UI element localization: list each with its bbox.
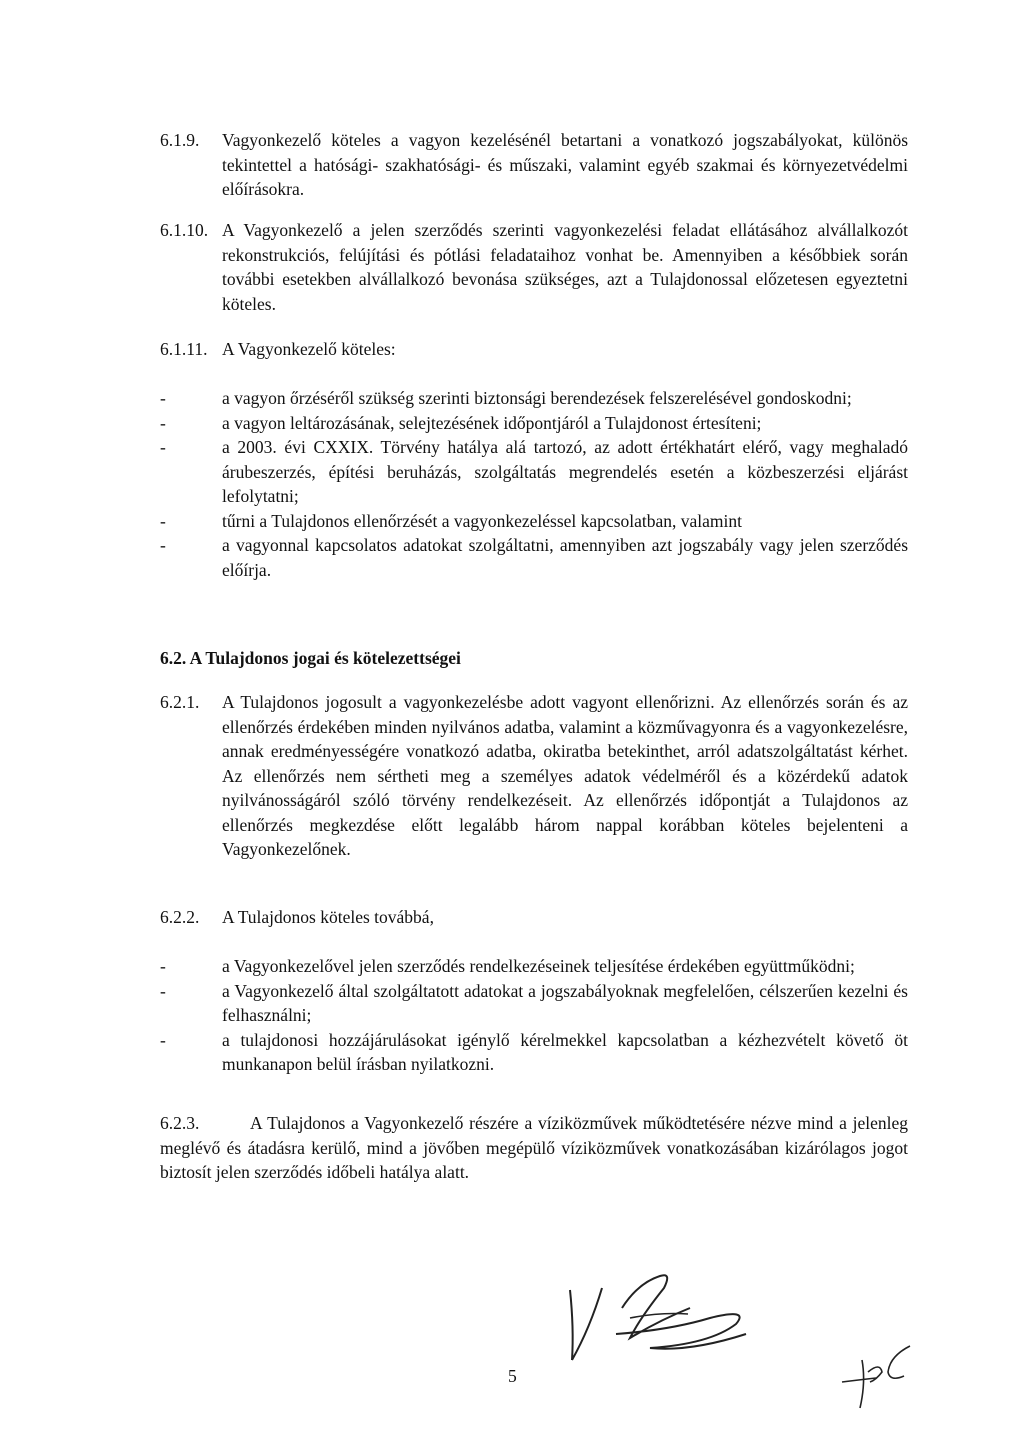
list-item-text: a vagyonnal kapcsolatos adatokat szolgáltatni, amennyiben azt jogszabály vagy jelen szerződés előírja. (222, 535, 908, 580)
list-item (160, 411, 908, 436)
list-item (160, 435, 908, 509)
section-text: A Tulajdonos köteles továbbá, (222, 907, 434, 927)
list-item-text: tűrni a Tulajdonos ellenőrzését a vagyonkezeléssel kapcsolatban, valamint (222, 510, 742, 531)
list-6-2-2 (160, 954, 908, 1077)
list-item (160, 386, 908, 411)
section-number: 6.1.9. (160, 130, 200, 150)
section-number: 6.1.11. (160, 339, 208, 359)
list-item-text: a vagyon leltározásának, selejtezésének időpontjáról a Tulajdonost értesíteni; (222, 412, 762, 433)
list-marker: - (160, 956, 166, 976)
list-item (160, 954, 908, 979)
section-text: A Tulajdonos jogosult a vagyonkezelésbe adott vagyont ellenőrizni. Az ellenőrzés során és az ellenőrzés érdekében minden nyilvános adatba, valamint a közművagyonra és a vagyonkezelésre, annak eredményességére vonatkozó adatba, okiratba betekinthet, arról adatszolgáltatást kérhet. Az ellenőrzés nem sértheti meg a személyes adatok védelméről és a közérdekű adatok nyilvánosságáról szóló törvény rendelkezéseit. Az ellenőrzés időpontját a Tulajdonos az ellenőrzés megkezdése előtt legalább három nappal korábban köteles bejelenteni a Vagyonkezelőnek. (222, 692, 908, 859)
list-item-text: a Vagyonkezelő által szolgáltatott adatokat a jogszabályoknak megfelelően, célszerűen kezelni és felhasználni; (222, 980, 908, 1025)
list-marker: - (160, 980, 166, 1001)
section-heading-6-2 (160, 646, 461, 671)
page-number: 5 (508, 1366, 517, 1386)
section-6-1-9 (160, 128, 908, 202)
list-marker: - (160, 412, 166, 433)
list-item (160, 533, 908, 582)
list-6-1-11 (160, 386, 908, 582)
heading-title: A Tulajdonos jogai és kötelezettségei (189, 648, 461, 668)
list-marker: - (160, 510, 166, 531)
section-6-2-3 (160, 1111, 908, 1185)
list-marker: - (160, 388, 166, 408)
list-marker: - (160, 535, 166, 555)
section-number: 6.2.1. (160, 692, 200, 712)
section-text: A Vagyonkezelő a jelen szerződés szerinti vagyonkezelési feladat ellátásához alvállalkozót rekonstrukciós, felújítási és pótlási feladataihoz vonhat be. Amennyiben a későbbiek során további esetekben alvállalkozó bevonása szükséges, azt a Tulajdonossal előzetesen egyeztetni köteles. (222, 220, 908, 314)
initials-icon (836, 1342, 916, 1412)
list-item-text: a 2003. évi CXXIX. Törvény hatálya alá tartozó, az adott értékhatárt elérő, vagy meghaladó árubeszerzés, építési beruházás, szolgáltatás megrendelés esetén a közbeszerzési eljárást lefolytatni; (222, 437, 908, 506)
list-item (160, 509, 908, 534)
list-item (160, 979, 908, 1028)
heading-number: 6.2. (160, 648, 187, 668)
list-marker: - (160, 437, 166, 457)
list-item-text: a vagyon őrzéséről szükség szerinti biztonsági berendezések felszerelésével gondoskodni; (222, 388, 852, 408)
section-text: Vagyonkezelő köteles a vagyon kezelésénél betartani a vonatkozó jogszabályokat, különös tekintettel a hatósági- szakhatósági- és műszaki, valamint egyéb szakmai és környezetvédelmi előírásokra. (222, 130, 908, 199)
section-6-1-10 (160, 218, 908, 316)
list-item-text: a Vagyonkezelővel jelen szerződés rendelkezéseinek teljesítése érdekében együttműködni; (222, 956, 855, 976)
section-text: A Tulajdonos a Vagyonkezelő részére a víziközművek működtetésére nézve mind a jelenleg meglévő és átadásra kerülő, mind a jövőben megépülő víziközművek vonatkozásában kizárólagos jogot biztosít jelen szerződés időbeli hatálya alatt. (160, 1113, 908, 1182)
list-marker: - (160, 1029, 166, 1050)
section-number: 6.2.3. (160, 1113, 200, 1133)
signature-icon (560, 1268, 770, 1368)
section-6-2-2 (160, 905, 908, 930)
list-item-text: a tulajdonosi hozzájárulásokat igénylő kérelmekkel kapcsolatban a kézhezvételt követő öt munkanapon belül írásban nyilatkozni. (222, 1029, 908, 1074)
section-6-2-1 (160, 690, 908, 862)
section-number: 6.2.2. (160, 907, 200, 927)
section-text: A Vagyonkezelő köteles: (222, 339, 396, 359)
section-number: 6.1.10. (160, 220, 209, 240)
list-item (160, 1028, 908, 1077)
section-text-6-2-3 (160, 1111, 908, 1185)
section-6-1-11 (160, 337, 908, 362)
